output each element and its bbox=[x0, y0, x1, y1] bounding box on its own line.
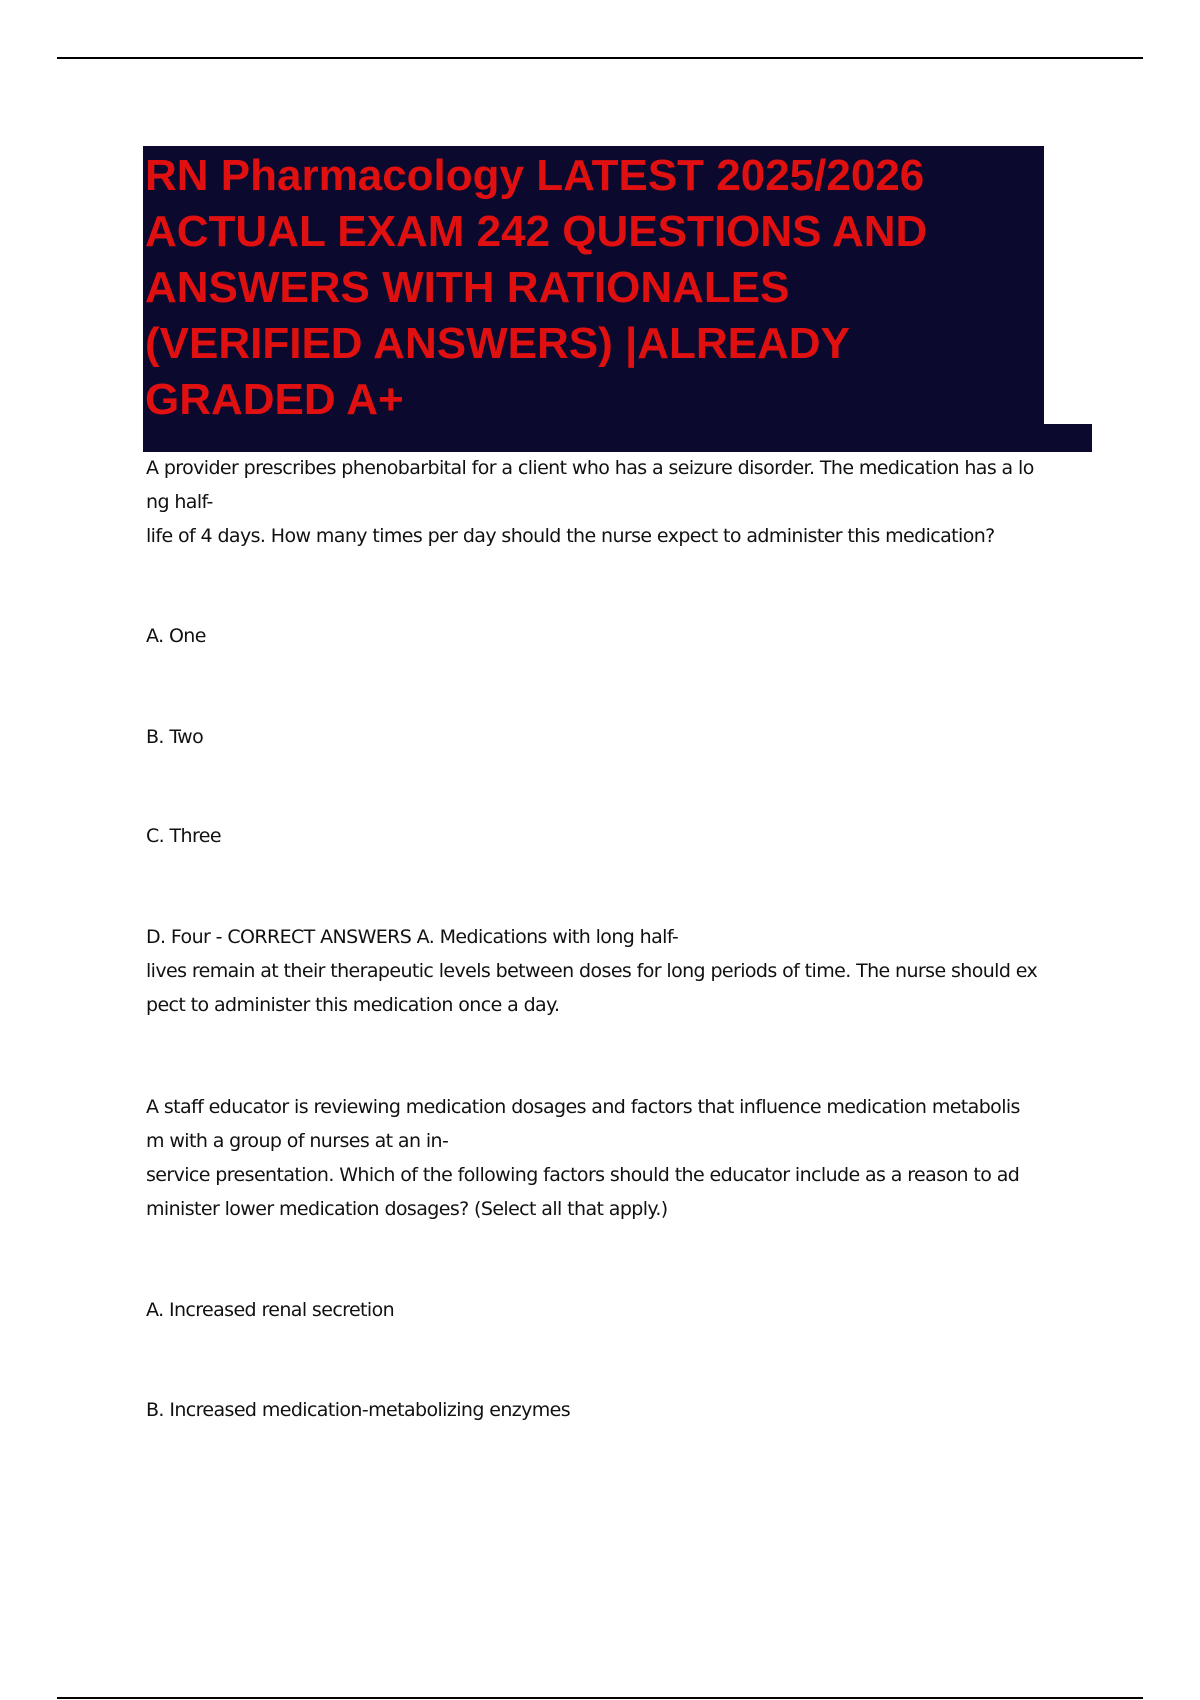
title-line: ANSWERS WITH RATIONALES bbox=[145, 263, 790, 312]
title-line: ACTUAL EXAM 242 QUESTIONS AND bbox=[145, 207, 928, 256]
title-banner-extension bbox=[143, 424, 1092, 452]
question-1-option-c bbox=[146, 819, 1101, 853]
question-1-stem-line: A provider prescribes phenobarbital for a client who has a seizure disorder. The medication has a lo bbox=[146, 457, 1034, 479]
question-2-option-b bbox=[146, 1393, 1101, 1427]
title-line: GRADED A+ bbox=[145, 375, 404, 424]
question-1-option-b bbox=[146, 720, 1101, 754]
question-2-stem-line: A staff educator is reviewing medication dosages and factors that influence medication metabolis bbox=[146, 1096, 1020, 1118]
title-line: (VERIFIED ANSWERS) |ALREADY bbox=[145, 319, 850, 368]
question-2-option-a bbox=[146, 1293, 1101, 1327]
question-1-answer bbox=[146, 920, 1101, 1022]
option-text: A. Increased renal secretion bbox=[146, 1299, 395, 1321]
question-1-stem bbox=[146, 451, 1101, 553]
option-text: B. Increased medication-metabolizing enzymes bbox=[146, 1399, 571, 1421]
question-2-stem-line: minister lower medication dosages? (Select all that apply.) bbox=[146, 1198, 668, 1220]
bottom-rule bbox=[57, 1697, 1143, 1699]
answer-line: pect to administer this medication once a day. bbox=[146, 994, 560, 1016]
question-2-stem-line: m with a group of nurses at an in- bbox=[146, 1130, 449, 1152]
question-2-stem-line: service presentation. Which of the following factors should the educator include as a reason to ad bbox=[146, 1164, 1020, 1186]
title-line: RN Pharmacology LATEST 2025/2026 bbox=[145, 151, 925, 200]
question-1-stem-line: life of 4 days. How many times per day should the nurse expect to administer this medication? bbox=[146, 525, 995, 547]
question-1-option-a bbox=[146, 619, 1101, 653]
option-text: A. One bbox=[146, 625, 206, 647]
document-title bbox=[145, 148, 1065, 428]
option-text: C. Three bbox=[146, 825, 221, 847]
option-text: B. Two bbox=[146, 726, 204, 748]
question-2-stem bbox=[146, 1090, 1101, 1226]
answer-line: lives remain at their therapeutic levels between doses for long periods of time. The nurse should ex bbox=[146, 960, 1038, 982]
question-1-stem-line: ng half- bbox=[146, 491, 213, 513]
top-rule bbox=[57, 57, 1143, 59]
answer-line: D. Four - CORRECT ANSWERS A. Medications with long half- bbox=[146, 926, 679, 948]
